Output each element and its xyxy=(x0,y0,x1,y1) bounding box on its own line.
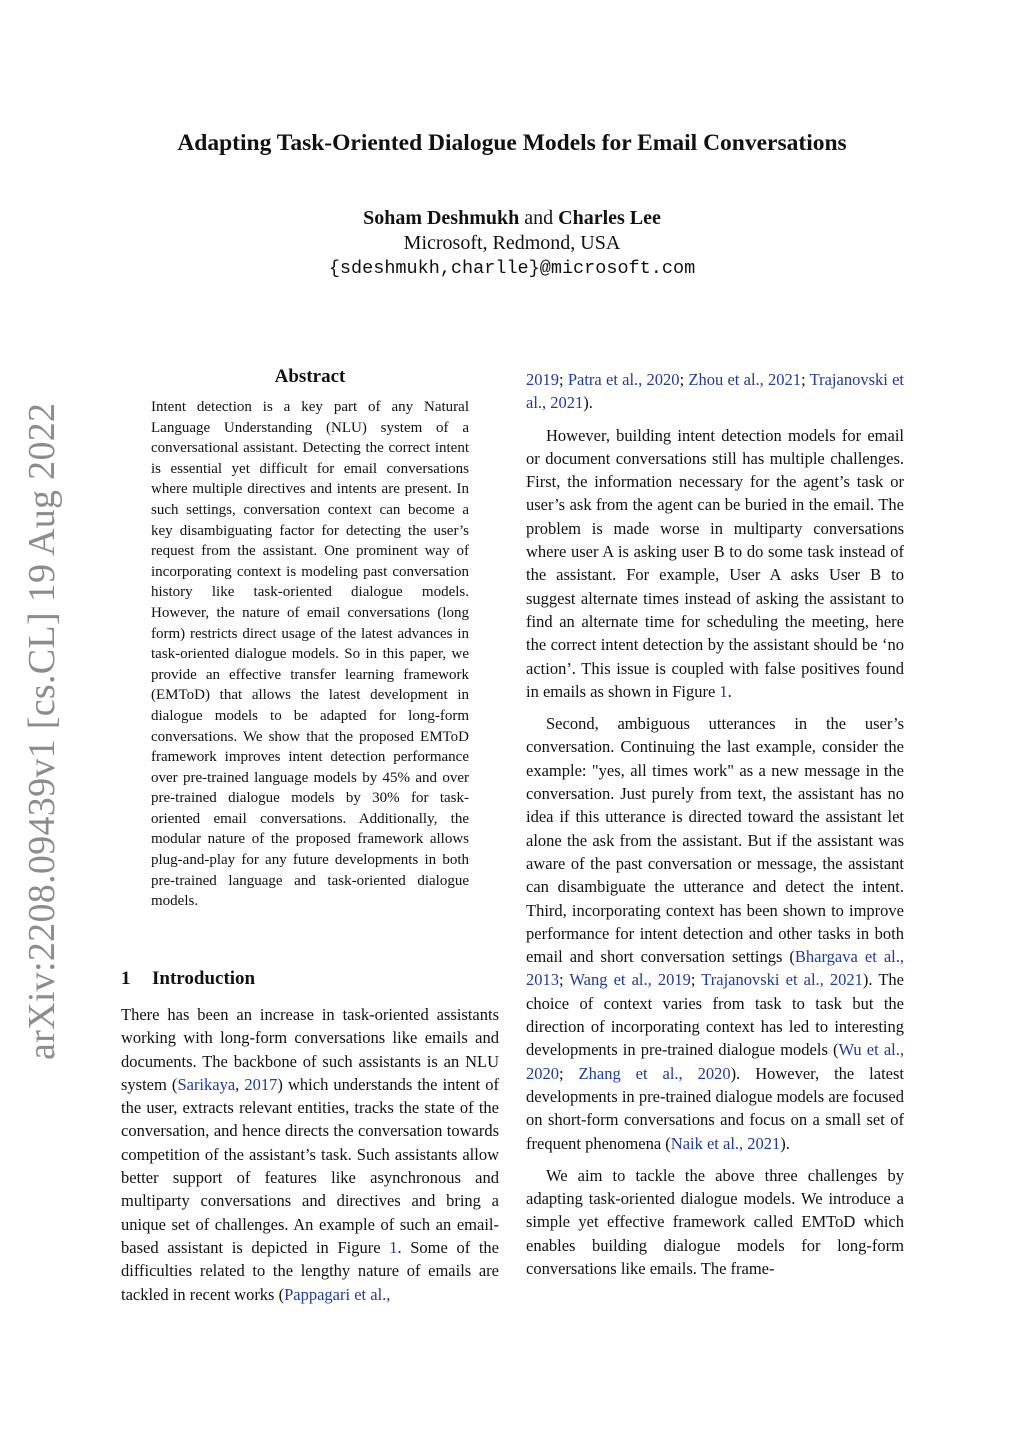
author-connector: and xyxy=(524,207,554,229)
text-run: There has been an increase in task-oriented assistants working with long-form conversations like emails and documents. The backbone of such assistants is an NLU system ( xyxy=(121,1005,499,1094)
abstract-text: Intent detection is a key part of any Natural Language Understanding (NLU) system of a conversational assistant. Detecting the correct intent is essential yet difficult for email conversations where multiple directives and intents are present. In such settings, conversation context can become a key disambiguating factor for detecting the user’s request from the assistant. One prominent way of incorporating context is modeling past conversation history like task-oriented dialogue models. However, the nature of email conversations (long form) restricts direct usage of the latest advances in task-oriented dialogue models. So in this paper, we provide an effective transfer learning framework (EMToD) that allows the latest development in dialogue models to be adapted for long-form conversations. We show that the proposed EMToD framework improves intent detection performance over pre-trained language models by 45% and over pre-trained dialogue models by 30% for task-oriented email conversations. Additionally, the modular nature of the proposed framework allows plug-and-play for any future developments in both pre-trained language and task-oriented dialogue models. xyxy=(151,399,469,910)
section-title: Introduction xyxy=(152,968,256,989)
citation-link[interactable]: Wu et al., 2020 xyxy=(526,1040,904,1083)
abstract-heading: Abstract xyxy=(274,366,346,387)
paper-title: Adapting Task-Oriented Dialogue Models for Email Conversations xyxy=(177,130,847,156)
paragraph xyxy=(526,368,904,415)
citation-link[interactable]: Bhargava et al., 2013 xyxy=(526,947,904,990)
text-run: . xyxy=(727,681,732,701)
text-run: ). The choice of context varies from task to task but the direction of incorporating context has led to interesting developments in pre-trained dialogue models ( xyxy=(526,970,904,1060)
citation-link[interactable]: Sarikaya xyxy=(177,1074,236,1094)
citation-link[interactable]: Naik et al., 2021 xyxy=(670,1133,781,1153)
paragraph xyxy=(526,712,904,1155)
citation-link[interactable]: Trajanovski et al., 2021 xyxy=(701,970,863,990)
paragraph xyxy=(121,1003,499,1306)
author-block xyxy=(0,206,1024,281)
author-line xyxy=(0,206,1024,231)
paragraph xyxy=(526,424,904,704)
citation-link[interactable]: Wang et al., 2019 xyxy=(569,970,691,990)
author-email: {sdeshmukh,charlle}@microsoft.com xyxy=(328,258,696,279)
citation-link[interactable]: Zhou et al., 2021 xyxy=(688,370,802,389)
text-run: Second, ambiguous utterances in the user’s conversation. Continuing the last example, consider the example: "yes, all times work" as a new message in the conversation. Just purely from text, the assistant has no idea if this utterance is directed toward the assistant let alone the ask from the assistant. But if the assistant was aware of the past conversation or message, the assistant can disambiguate the utterance and detect the intent. Third, incorporating context has been shown to improve performance for intent detection and other tasks in both email and short conversation settings ( xyxy=(526,714,904,967)
text-run: ; xyxy=(801,370,810,389)
text-run: ; xyxy=(679,370,689,389)
affiliation: Microsoft, Redmond, USA xyxy=(403,232,621,254)
citation-link[interactable]: Patra et al., 2020 xyxy=(567,370,680,389)
text-run: ; xyxy=(559,370,568,389)
text-run: ; xyxy=(559,1063,579,1083)
author-name: Soham Deshmukh xyxy=(363,207,520,229)
text-run: We aim to tackle the above three challenges by adapting task-oriented dialogue models. We introduce a simple yet effective framework called EMToD which enables building dialogue models for long-form conversations like emails. The frame- xyxy=(526,1165,904,1278)
abstract-section xyxy=(151,366,469,912)
text-run: ). xyxy=(780,1133,790,1153)
citation-link[interactable]: Pappagari et al., xyxy=(284,1284,391,1304)
text-run: ) which understands the intent of the user, extracts relevant entities, tracks the state of the conversation, and hence directs the conversation towards competition of the assistant’s task. Such assistants allow better support of features like asynchronous and multiparty conversations and directives and bring a unique set of challenges. An example of such an email-based assistant is depicted in Figure xyxy=(121,1074,500,1257)
paragraph xyxy=(526,1164,904,1280)
text-run: . Some of the difficulties related to the lengthy nature of emails are tackled in recent works ( xyxy=(121,1237,499,1304)
section-number: 1 xyxy=(121,968,131,989)
section-heading xyxy=(121,968,499,990)
figure-link[interactable]: 1 xyxy=(719,681,728,701)
author-name: Charles Lee xyxy=(558,207,661,229)
text-run: ). xyxy=(583,393,593,413)
text-run: ; xyxy=(559,970,570,990)
figure-link[interactable]: 1 xyxy=(389,1237,398,1257)
right-column xyxy=(526,368,904,1289)
citation-link[interactable]: Trajanovski et al., 2021 xyxy=(526,370,904,413)
citation-link[interactable]: Zhang et al., 2020 xyxy=(578,1063,731,1083)
citation-link[interactable]: 2019 xyxy=(526,370,559,389)
citation-link[interactable]: 2017 xyxy=(244,1074,278,1094)
arxiv-identifier: arXiv:2208.09439v1 [cs.CL] 19 Aug 2022 xyxy=(21,402,63,1060)
text-run: ). However, the latest developments in pre-trained dialogue models are focused on short-form conversations and focus on a small set of frequent phenomena ( xyxy=(526,1063,905,1153)
introduction-section xyxy=(121,968,499,1315)
text-run: , xyxy=(235,1074,245,1094)
text-run: However, building intent detection models for email or document conversations still has multiple challenges. First, the information necessary for the agent’s task or user’s ask from the agent can be buried in the email. The problem is made worse in multiparty conversations where user A is asking user B to do some task instead of the assistant. For example, User A asks User B to suggest alternate times instead of asking the assistant to find an alternate time for scheduling the meeting, here the correct intent detection by the assistant should be ‘no action’. This issue is coupled with false positives found in emails as shown in Figure xyxy=(526,425,904,701)
text-run: ; xyxy=(690,970,702,990)
